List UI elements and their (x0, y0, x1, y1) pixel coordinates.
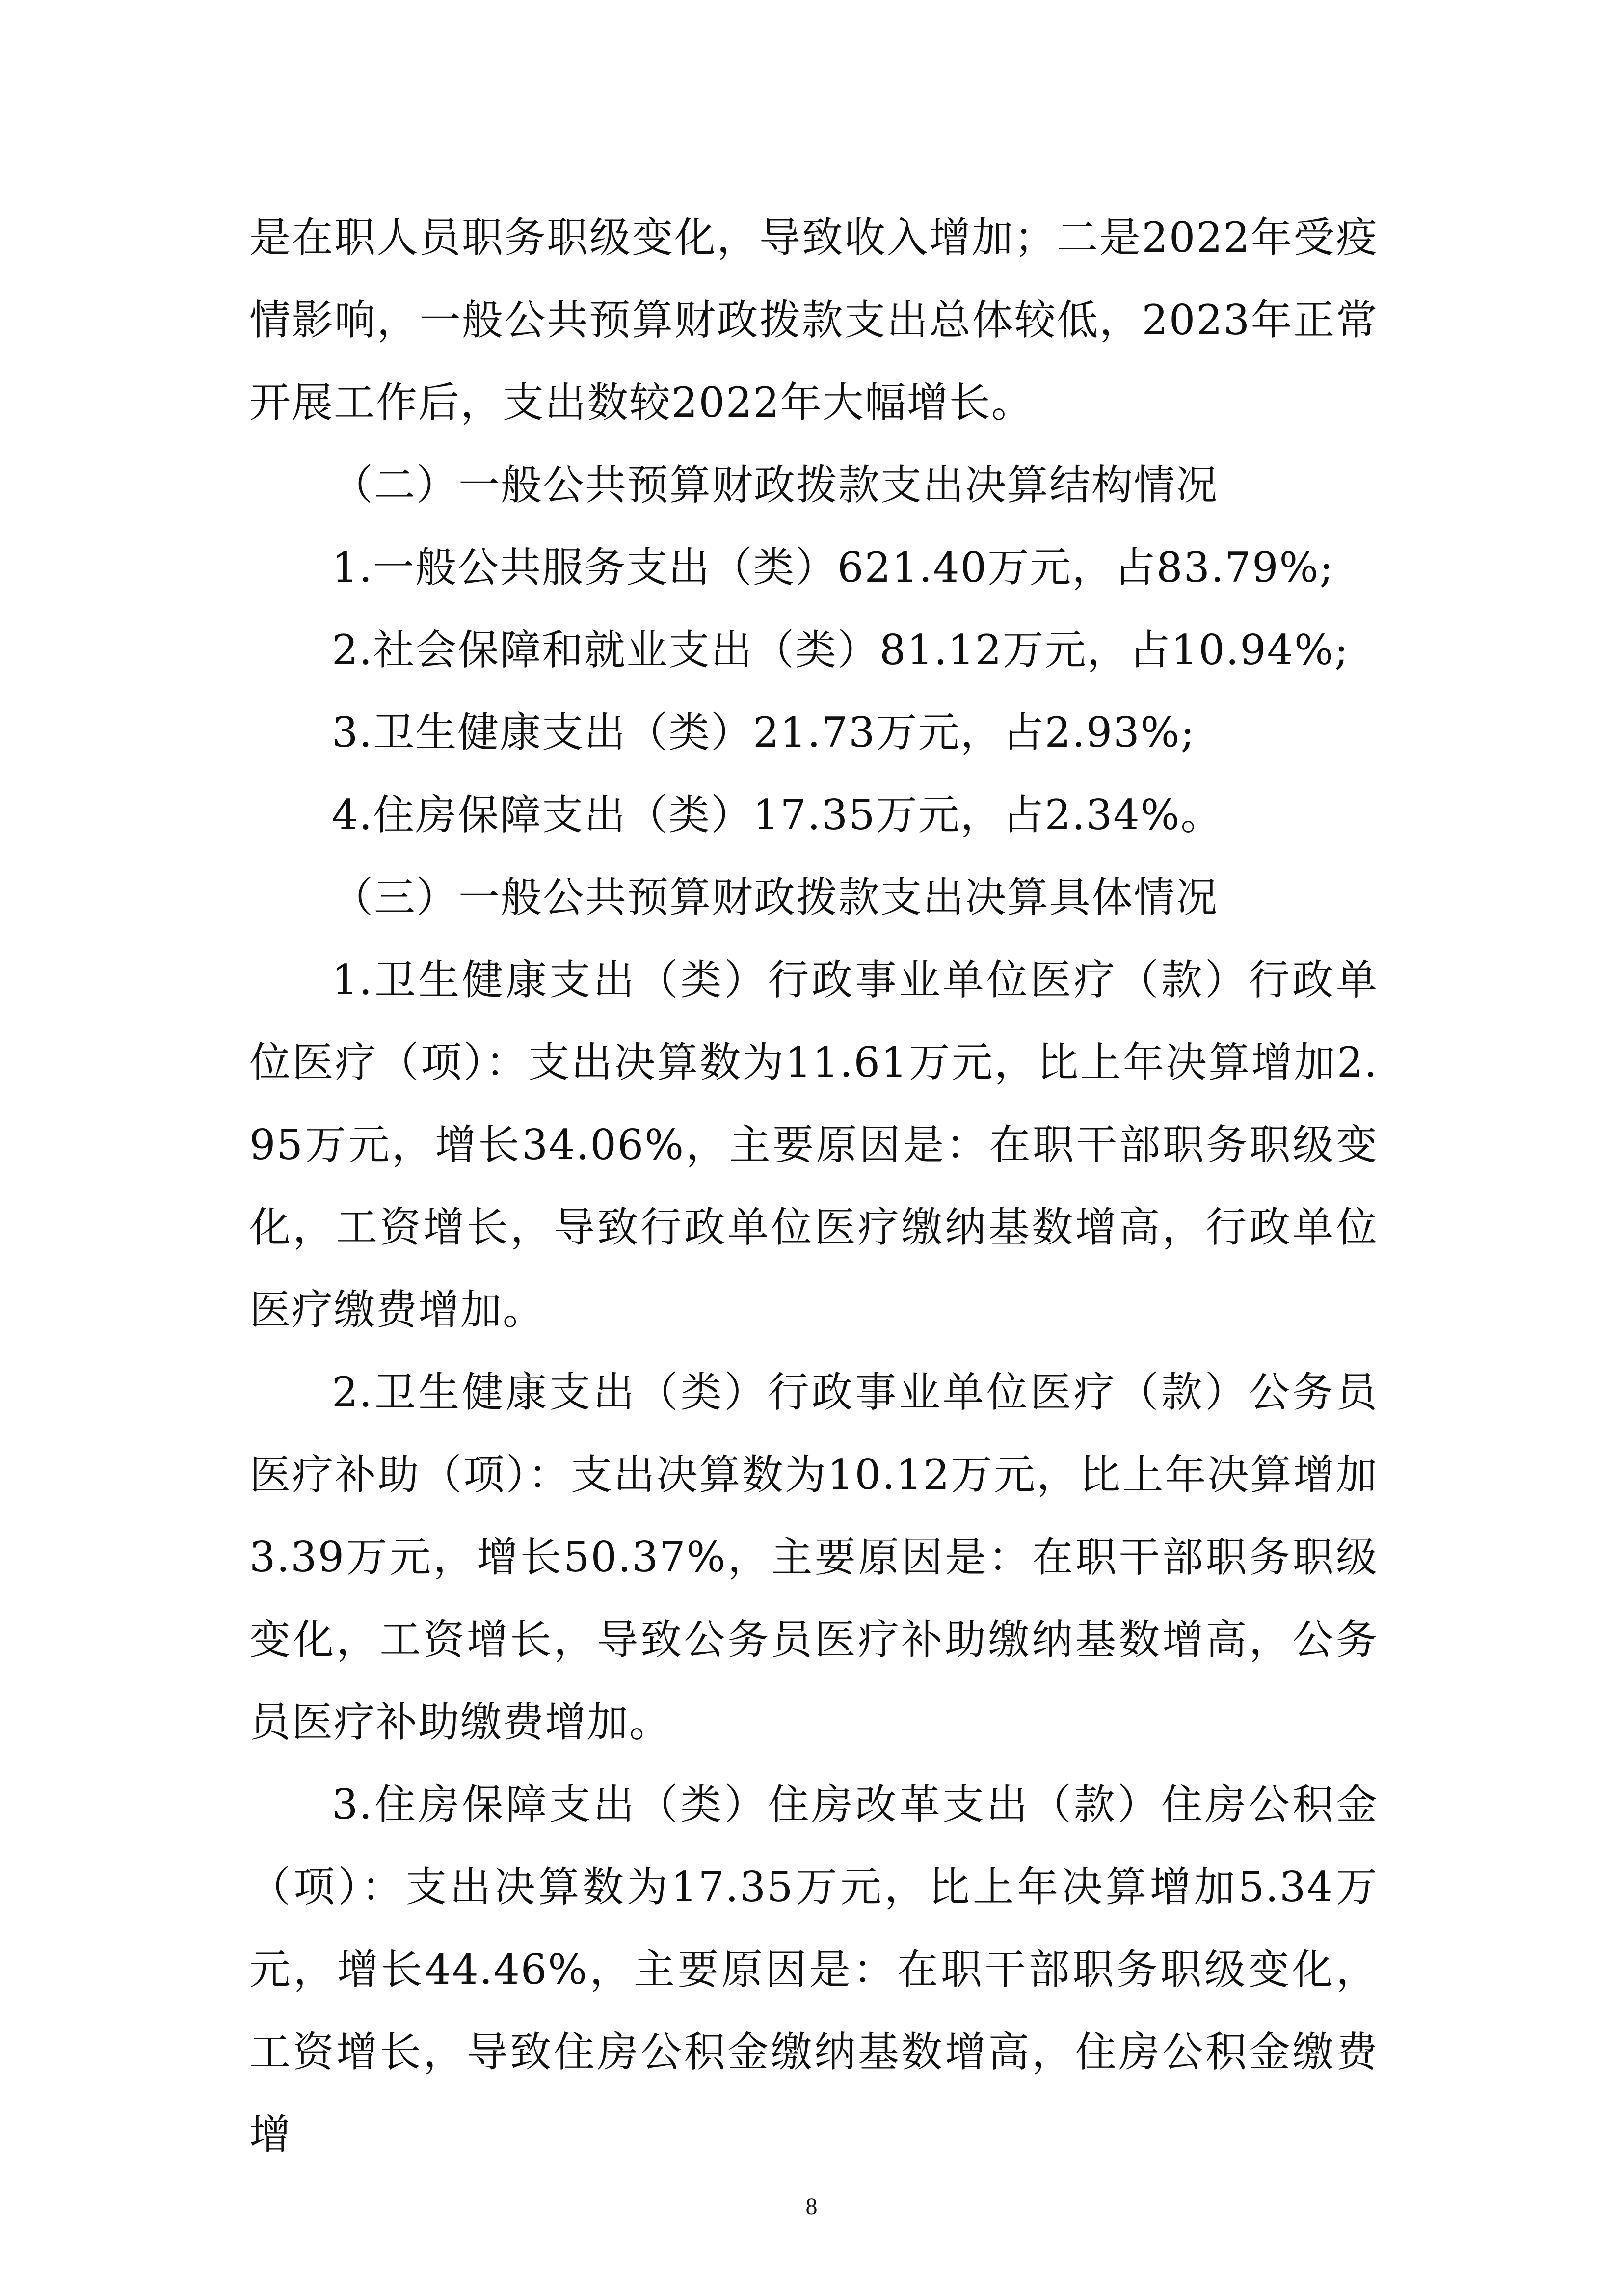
detail-item-housing-provident-fund: 3.住房保障支出（类）住房改革支出（款）住房公积金（项）：支出决算数为17.35万元，比上年决算增加5.34万元，增长44.46%，主要原因是：在职干部职务职级变化，工资增长，导致住房公积金缴纳基数增高，住房公积金缴费增 (249, 1781, 1378, 2159)
section-heading-details: （三）一般公共预算财政拨款支出决算具体情况 (332, 873, 1219, 921)
paragraph-continuation: 是在职人员职务职级变化，导致收入增加；二是2022年受疫情影响，一般公共预算财政拨款支出总体较低，2023年正常开展工作后，支出数较2022年大幅增长。 (249, 214, 1378, 427)
detail-item-civil-servant-medical-subsidy: 2.卫生健康支出（类）行政事业单位医疗（款）公务员医疗补助（项）：支出决算数为10.12万元，比上年决算增加3.39万元，增长50.37%，主要原因是：在职干部职务职级变化，工资增长，导致公务员医疗补助缴纳基数增高，公务员医疗补助缴费增加。 (249, 1368, 1378, 1746)
list-item-housing: 4.住房保障支出（类）17.35万元，占2.34%。 (332, 791, 1223, 839)
detail-item-administrative-medical: 1.卫生健康支出（类）行政事业单位医疗（款）行政单位医疗（项）：支出决算数为11.61万元，比上年决算增加2.95万元，增长34.06%，主要原因是：在职干部职务职级变化，工资增长，导致行政单位医疗缴纳基数增高，行政单位医疗缴费增加。 (249, 956, 1378, 1334)
list-item-general-public-services: 1.一般公共服务支出（类）621.40万元，占83.79%; (332, 543, 1334, 592)
section-heading-structure: （二）一般公共预算财政拨款支出决算结构情况 (332, 461, 1219, 509)
document-body (249, 196, 1378, 2176)
list-item-social-security: 2.社会保障和就业支出（类）81.12万元，占10.94%; (332, 626, 1350, 674)
list-item-health: 3.卫生健康支出（类）21.73万元，占2.93%; (332, 708, 1196, 756)
page-number: 8 (805, 2193, 818, 2219)
